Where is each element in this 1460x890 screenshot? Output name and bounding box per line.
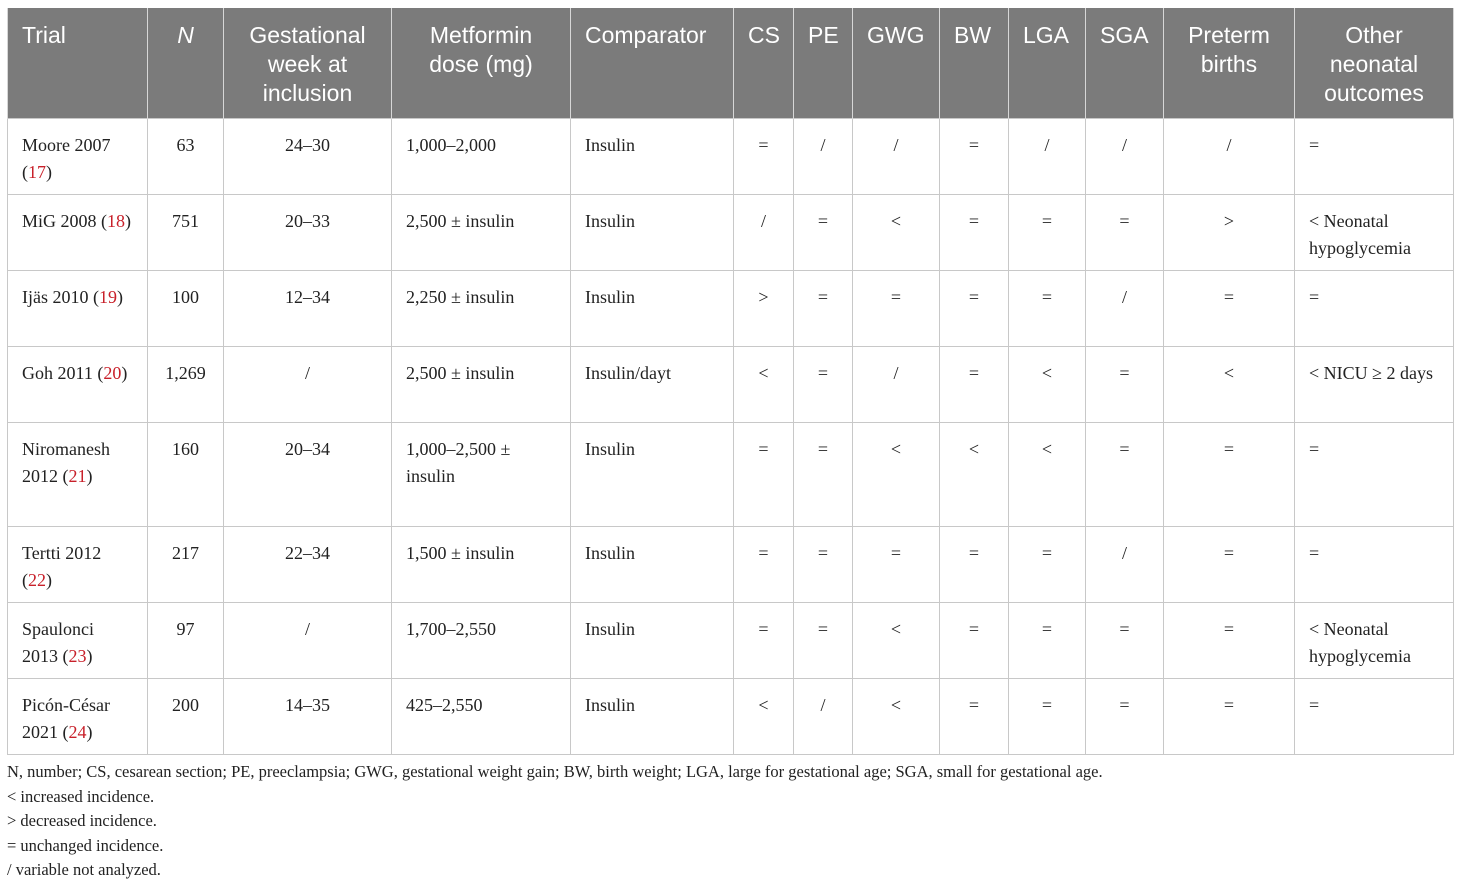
cell-n: 217: [148, 527, 224, 603]
cell-n: 200: [148, 679, 224, 755]
cell-lga: =: [1009, 603, 1086, 679]
cell-metformin-dose: 425–2,550: [392, 679, 571, 755]
cell-comparator: Insulin: [571, 271, 734, 347]
cell-preterm-births: =: [1164, 603, 1295, 679]
cell-n: 97: [148, 603, 224, 679]
table-row: [8, 527, 1454, 603]
cell-metformin-dose: 1,700–2,550: [392, 603, 571, 679]
cell-pe: /: [794, 679, 853, 755]
cell-cs: =: [734, 527, 794, 603]
reference-link[interactable]: 24: [68, 722, 87, 742]
cell-other-outcomes: =: [1295, 679, 1454, 755]
col-header-cs: CS: [734, 8, 794, 119]
cell-trial: Ijäs 2010 (19): [8, 271, 148, 347]
cell-other-outcomes: =: [1295, 423, 1454, 527]
cell-pe: =: [794, 271, 853, 347]
cell-lga: <: [1009, 347, 1086, 423]
cell-n: 751: [148, 195, 224, 271]
cell-metformin-dose: 1,000–2,000: [392, 119, 571, 195]
cell-bw: =: [940, 195, 1009, 271]
cell-trial: Moore 2007 (17): [8, 119, 148, 195]
table-body: [8, 119, 1454, 755]
reference-link[interactable]: 18: [107, 211, 126, 231]
cell-pe: =: [794, 603, 853, 679]
col-header-preterm-births: Preterm births: [1164, 8, 1295, 119]
cell-gestational-week: 12–34: [224, 271, 392, 347]
cell-gestational-week: /: [224, 347, 392, 423]
cell-gwg: <: [853, 195, 940, 271]
trial-name: Tertti 2012: [22, 543, 102, 563]
cell-sga: /: [1086, 271, 1164, 347]
reference-link[interactable]: 21: [68, 466, 87, 486]
cell-pe: =: [794, 527, 853, 603]
cell-gestational-week: /: [224, 603, 392, 679]
cell-other-outcomes: < NICU ≥ 2 days: [1295, 347, 1454, 423]
table-footnotes: [7, 760, 1453, 883]
cell-preterm-births: =: [1164, 679, 1295, 755]
cell-other-outcomes: < Neonatal hypoglycemia: [1295, 195, 1454, 271]
trial-name: Picón-César 2021: [22, 695, 110, 742]
cell-metformin-dose: 2,500 ± insulin: [392, 347, 571, 423]
cell-other-outcomes: < Neonatal hypoglycemia: [1295, 603, 1454, 679]
cell-cs: >: [734, 271, 794, 347]
cell-cs: =: [734, 119, 794, 195]
cell-lga: <: [1009, 423, 1086, 527]
cell-preterm-births: =: [1164, 527, 1295, 603]
cell-comparator: Insulin: [571, 527, 734, 603]
footnote-decreased: > decreased incidence.: [7, 811, 157, 830]
cell-sga: =: [1086, 423, 1164, 527]
cell-sga: =: [1086, 679, 1164, 755]
cell-preterm-births: =: [1164, 423, 1295, 527]
cell-lga: /: [1009, 119, 1086, 195]
cell-lga: =: [1009, 195, 1086, 271]
table-container: [7, 8, 1453, 755]
cell-metformin-dose: 2,250 ± insulin: [392, 271, 571, 347]
cell-preterm-births: >: [1164, 195, 1295, 271]
cell-trial: MiG 2008 (18): [8, 195, 148, 271]
cell-sga: /: [1086, 527, 1164, 603]
cell-comparator: Insulin/dayt: [571, 347, 734, 423]
table-row: [8, 271, 1454, 347]
table-row: [8, 679, 1454, 755]
cell-cs: =: [734, 423, 794, 527]
footnote-increased: < increased incidence.: [7, 786, 155, 806]
table-row: [8, 119, 1454, 195]
trial-name: Spaulonci 2013: [22, 619, 94, 666]
cell-gestational-week: 14–35: [224, 679, 392, 755]
cell-comparator: Insulin: [571, 679, 734, 755]
cell-cs: <: [734, 679, 794, 755]
table-row: [8, 603, 1454, 679]
reference-link[interactable]: 19: [99, 287, 117, 307]
cell-metformin-dose: 1,000–2,500 ± insulin: [392, 423, 571, 527]
cell-pe: /: [794, 119, 853, 195]
cell-preterm-births: =: [1164, 271, 1295, 347]
trial-name: MiG 2008: [22, 211, 97, 231]
cell-comparator: Insulin: [571, 195, 734, 271]
cell-gestational-week: 20–34: [224, 423, 392, 527]
cell-cs: /: [734, 195, 794, 271]
cell-gwg: =: [853, 271, 940, 347]
cell-preterm-births: <: [1164, 347, 1295, 423]
metformin-trials-table: [7, 8, 1454, 755]
col-header-metformin-dose: Metformin dose (mg): [392, 8, 571, 119]
reference-link[interactable]: 17: [28, 162, 46, 182]
cell-pe: =: [794, 423, 853, 527]
col-header-other-neonatal-outcomes: Other neonatal outcomes: [1295, 8, 1454, 119]
cell-preterm-births: /: [1164, 119, 1295, 195]
cell-bw: =: [940, 347, 1009, 423]
cell-trial: Goh 2011 (20): [8, 347, 148, 423]
cell-comparator: Insulin: [571, 423, 734, 527]
cell-other-outcomes: =: [1295, 527, 1454, 603]
col-header-trial: Trial: [8, 8, 148, 119]
cell-sga: =: [1086, 603, 1164, 679]
table-row: [8, 423, 1454, 527]
cell-lga: =: [1009, 527, 1086, 603]
header-row: [8, 8, 1454, 119]
cell-bw: =: [940, 679, 1009, 755]
table-row: [8, 347, 1454, 423]
cell-n: 160: [148, 423, 224, 527]
col-header-lga: LGA: [1009, 8, 1086, 119]
trial-name: Niromanesh 2012: [22, 439, 110, 486]
cell-trial: Niromanesh 2012 (21): [8, 423, 148, 527]
cell-metformin-dose: 2,500 ± insulin: [392, 195, 571, 271]
reference-link[interactable]: 20: [103, 363, 122, 383]
cell-sga: =: [1086, 195, 1164, 271]
col-header-comparator: Comparator: [571, 8, 734, 119]
cell-trial: Picón-César 2021 (24): [8, 679, 148, 755]
cell-metformin-dose: 1,500 ± insulin: [392, 527, 571, 603]
trial-name: Goh 2011: [22, 363, 93, 383]
cell-sga: /: [1086, 119, 1164, 195]
cell-gwg: <: [853, 423, 940, 527]
col-header-pe: PE: [794, 8, 853, 119]
cell-other-outcomes: =: [1295, 119, 1454, 195]
cell-bw: <: [940, 423, 1009, 527]
col-header-gwg: GWG: [853, 8, 940, 119]
table-row: [8, 195, 1454, 271]
cell-trial: Spaulonci 2013 (23): [8, 603, 148, 679]
cell-comparator: Insulin: [571, 119, 734, 195]
reference-link[interactable]: 22: [28, 570, 46, 590]
cell-n: 100: [148, 271, 224, 347]
cell-gwg: <: [853, 603, 940, 679]
footnote-abbreviations: N, number; CS, cesarean section; PE, preeclampsia; GWG, gestational weight gain; BW, birth weight; LGA, large for gestational age; SGA, small for gestational age.: [7, 762, 1103, 781]
cell-n: 1,269: [148, 347, 224, 423]
cell-n: 63: [148, 119, 224, 195]
cell-lga: =: [1009, 271, 1086, 347]
cell-gwg: <: [853, 679, 940, 755]
cell-bw: =: [940, 271, 1009, 347]
cell-gestational-week: 22–34: [224, 527, 392, 603]
cell-cs: <: [734, 347, 794, 423]
trial-name: Ijäs 2010: [22, 287, 89, 307]
cell-gestational-week: 20–33: [224, 195, 392, 271]
cell-cs: =: [734, 603, 794, 679]
cell-bw: =: [940, 603, 1009, 679]
cell-gwg: /: [853, 347, 940, 423]
cell-pe: =: [794, 195, 853, 271]
col-header-bw: BW: [940, 8, 1009, 119]
reference-link[interactable]: 23: [68, 646, 87, 666]
cell-pe: =: [794, 347, 853, 423]
cell-sga: =: [1086, 347, 1164, 423]
trial-name: Moore 2007: [22, 135, 111, 155]
footnote-unchanged: = unchanged incidence.: [7, 835, 164, 855]
cell-gwg: /: [853, 119, 940, 195]
col-header-n: N: [148, 8, 224, 119]
footnote-not-analyzed: / variable not analyzed.: [7, 860, 161, 879]
cell-bw: =: [940, 119, 1009, 195]
cell-trial: Tertti 2012 (22): [8, 527, 148, 603]
cell-other-outcomes: =: [1295, 271, 1454, 347]
cell-gwg: =: [853, 527, 940, 603]
col-header-sga: SGA: [1086, 8, 1164, 119]
cell-bw: =: [940, 527, 1009, 603]
col-header-gestational-week: Gestational week at inclusion: [224, 8, 392, 119]
cell-comparator: Insulin: [571, 603, 734, 679]
cell-gestational-week: 24–30: [224, 119, 392, 195]
cell-lga: =: [1009, 679, 1086, 755]
